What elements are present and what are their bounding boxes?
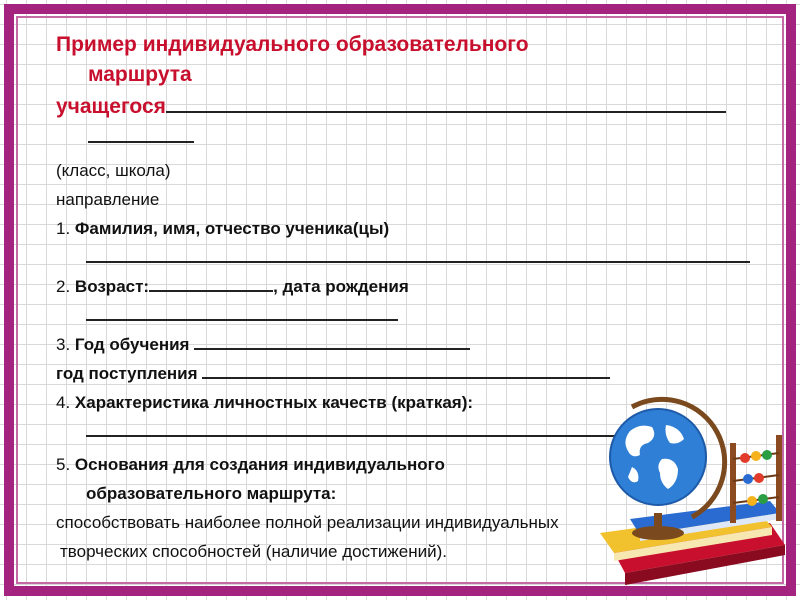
item-4-number: 4. — [56, 393, 71, 412]
form-title — [56, 30, 756, 90]
age-blank[interactable] — [149, 290, 273, 292]
item-2-number: 2. — [56, 277, 71, 296]
item-5-label-cont: образовательного маршрута: — [86, 484, 337, 503]
student-blank-cont-wrap — [56, 122, 756, 152]
item-2-label-birthdate: , дата рождения — [273, 277, 409, 296]
student-line — [56, 92, 756, 152]
item-3-label: Год обучения — [74, 335, 190, 354]
item-3-number: 3. — [56, 335, 71, 354]
item-2-label-age: Возраст: — [74, 277, 150, 296]
item-3 — [56, 330, 756, 359]
item-1 — [56, 214, 756, 243]
item-2 — [56, 272, 756, 301]
paragraph-line1: способствовать наиболее полной реализации индивидуальных — [56, 513, 559, 532]
item-1-blank[interactable] — [86, 261, 750, 263]
title-line1: Пример индивидуального образовательного — [56, 33, 529, 56]
study-year-blank[interactable] — [194, 348, 470, 350]
item-5-label: Основания для создания индивидуального — [74, 455, 445, 474]
birthdate-blank-row — [56, 301, 756, 330]
admission-year-row — [56, 359, 756, 388]
item-1-label: Фамилия, имя, отчество ученика(цы) — [74, 219, 390, 238]
item-1-number: 1. — [56, 219, 71, 238]
paragraph-line2: творческих способностей (наличие достижений). — [60, 542, 447, 561]
books-icon — [600, 501, 785, 585]
admission-year-blank[interactable] — [202, 377, 610, 379]
item-1-blank-row — [56, 243, 756, 272]
item-5-number: 5. — [56, 455, 71, 474]
title-line1-cont: маршрута — [88, 63, 192, 86]
direction-label: направление — [56, 190, 160, 209]
item-4-blank[interactable] — [86, 435, 646, 437]
student-blank[interactable] — [166, 111, 726, 113]
student-label: учащегося — [56, 95, 166, 118]
globe-icon — [580, 395, 790, 590]
student-blank-cont[interactable] — [88, 141, 194, 143]
birthdate-blank[interactable] — [86, 319, 398, 321]
admission-year-label: год поступления — [56, 364, 198, 383]
class-school-label: (класс, школа) — [56, 161, 171, 180]
item-4-label: Характеристика личностных качеств (краткая): — [74, 393, 474, 412]
